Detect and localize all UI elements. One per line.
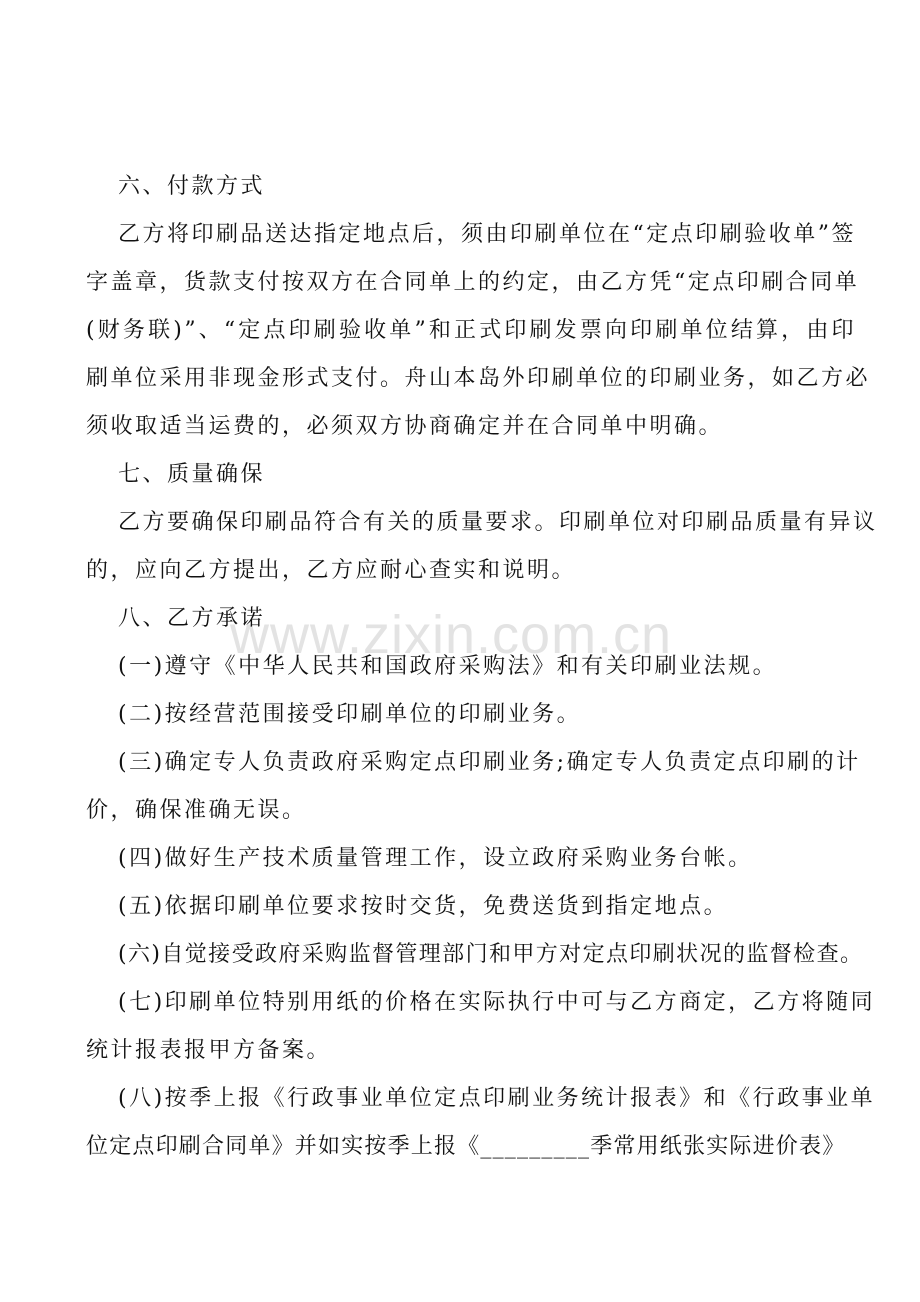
section-heading-quality: 七、质量确保	[118, 462, 266, 487]
paragraph-line: 的，应向乙方提出，乙方应耐心查实和说明。	[86, 558, 577, 583]
paragraph-line: 乙方要确保印刷品符合有关的质量要求。印刷单位对印刷品质量有异议	[118, 510, 878, 535]
list-item-continuation: 统计报表报甲方备案。	[86, 1038, 332, 1063]
list-item: (七)印刷单位特别用纸的价格在实际执行中可与乙方商定，乙方将随同	[118, 990, 876, 1015]
list-item-continuation: 位定点印刷合同单》并如实按季上报《_________季常用纸张实际进价表》	[86, 1134, 846, 1159]
list-item: (三)确定专人负责政府采购定点印刷业务;确定专人负责定点印刷的计	[118, 750, 861, 775]
paragraph-line: 须收取适当运费的，必须双方协商确定并在合同单中明确。	[86, 414, 724, 439]
watermark: www.zixin.com.cn	[230, 605, 673, 665]
list-item: (六)自觉接受政府采购监督管理部门和甲方对定点印刷状况的监督检查。	[118, 942, 864, 967]
paragraph-line: 字盖章，货款支付按双方在合同单上的约定，由乙方凭“定点印刷合同单	[86, 270, 860, 295]
list-item: (四)做好生产技术质量管理工作，设立政府采购业务台帐。	[118, 846, 753, 871]
paragraph-line: 刷单位采用非现金形式支付。舟山本岛外印刷单位的印刷业务，如乙方必	[86, 366, 871, 391]
paragraph-line: 乙方将印刷品送达指定地点后，须由印刷单位在“定点印刷验收单”签	[118, 222, 856, 247]
list-item: (五)依据印刷单位要求按时交货，免费送货到指定地点。	[118, 894, 729, 919]
list-item: (二)按经营范围接受印刷单位的印刷业务。	[118, 702, 582, 727]
list-item: (一)遵守《中华人民共和国政府采购法》和有关印刷业法规。	[118, 654, 778, 679]
section-heading-payment: 六、付款方式	[118, 174, 266, 199]
list-item: (八)按季上报《行政事业单位定点印刷业务统计报表》和《行政事业单	[118, 1086, 876, 1111]
list-item-continuation: 价，确保准确无误。	[86, 798, 307, 823]
paragraph-line: (财务联)”、“定点印刷验收单”和正式印刷发票向印刷单位结算，由印	[86, 318, 856, 343]
section-heading-commitments: 八、乙方承诺	[118, 606, 266, 631]
